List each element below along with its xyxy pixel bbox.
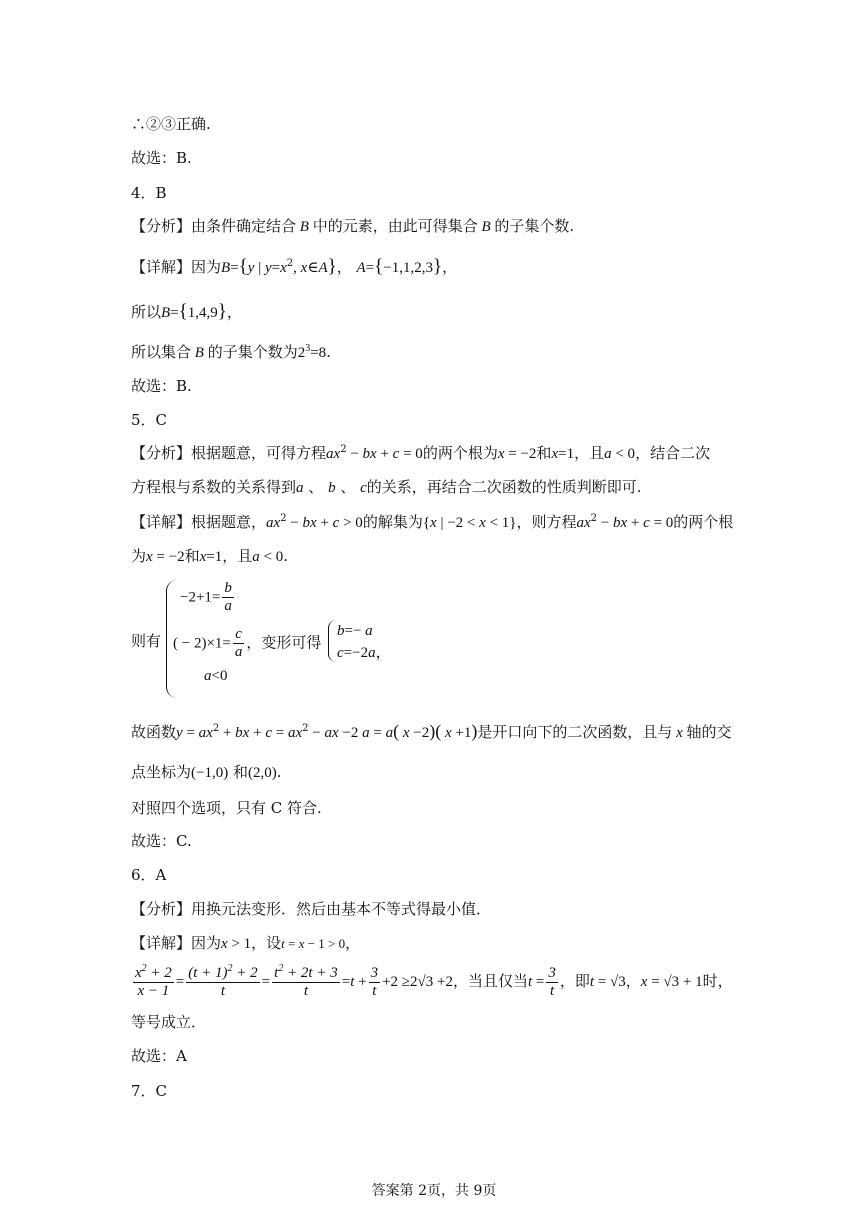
text-line: 故选：B. [131,149,192,167]
detail-line: 为x = −2和x=1，且a < 0. [131,547,289,565]
detail-line: 点坐标为(−1,0) 和(2,0). [131,763,282,781]
question-number: 4．B [131,184,167,202]
equation-row: b=− a [337,623,373,639]
analysis-line: 【分析】由条件确定结合 B 中的元素，由此可得集合 B 的子集个数. [131,217,575,235]
equation-row: −2+1= $\frac{b}{a}$ [180,580,232,614]
analysis-line: 方程根与系数的关系得到a 、 b 、 c的关系，再结合二次函数的性质判断即可. [131,478,642,496]
question-number: 6．A [131,866,167,884]
question-number: 5．C [131,411,168,429]
analysis-line: 【分析】根据题意，可得方程$ax^2$ − bx + c = 0的两个根为x = −2和x=1，且a < 0，结合二次 [131,444,711,462]
text-line: 故选：C. [131,832,192,850]
detail-line: 故函数$y = ax^2$ + bx + $c = ax^2$ − ax −2 a = a( x −2)( x +1)是开口向下的二次函数，且与 x 轴的交 [131,721,732,741]
text-line: 对照四个选项，只有 C 符合. [131,799,322,817]
analysis-line: 【分析】用换元法变形．然后由基本不等式得最小值． [131,900,492,918]
equation-line: $\frac{x^2 + 2}{x - 1}$ = $\frac{(t + 1)^2 + 2}{t}$ = $\frac{t^2 + 2t + 3}{t}$ =t + $\frac{3}{t}$ +2 ≥2√3 +2，当且仅当t = $\frac{3}{t}$ ，即t = √3，x = √3 + 1时， [135,962,733,999]
equation-row: ( − 2)×1= $\frac{c}{a}$ ，变形可得 [173,626,322,660]
detail-line: 【详解】因为B={y | $y=x^2$, x∈A}， A={−1,1,2,3}， [131,256,458,277]
question-number: 7．C [131,1082,168,1100]
detail-line: 所以集合 B 的子集个数为$2^3=8$. [131,343,331,361]
text-line: 等号成立． [131,1013,207,1031]
system-label: 则有 [131,632,162,650]
detail-line: 所以B={1,4,9}， [131,301,242,322]
text-line: 故选：A [131,1047,187,1065]
detail-line: 【详解】因为x > 1，设t = x − 1 > 0， [131,934,361,952]
text-line: ∴②③正确. [131,115,211,133]
equation-row: c=−2a， [337,643,391,661]
left-brace-icon [328,620,336,662]
text-line: 故选：B. [131,377,192,395]
equation-row: a<0 [204,668,228,684]
detail-line: 【详解】根据题意，$ax^2$ − bx + c > 0的解集为{x | −2 < x < 1}，则方程$ax^2$ − bx + c = 0的两个根 [131,513,734,531]
page-footer: 答案第 2页，共 9页 [371,1183,497,1199]
